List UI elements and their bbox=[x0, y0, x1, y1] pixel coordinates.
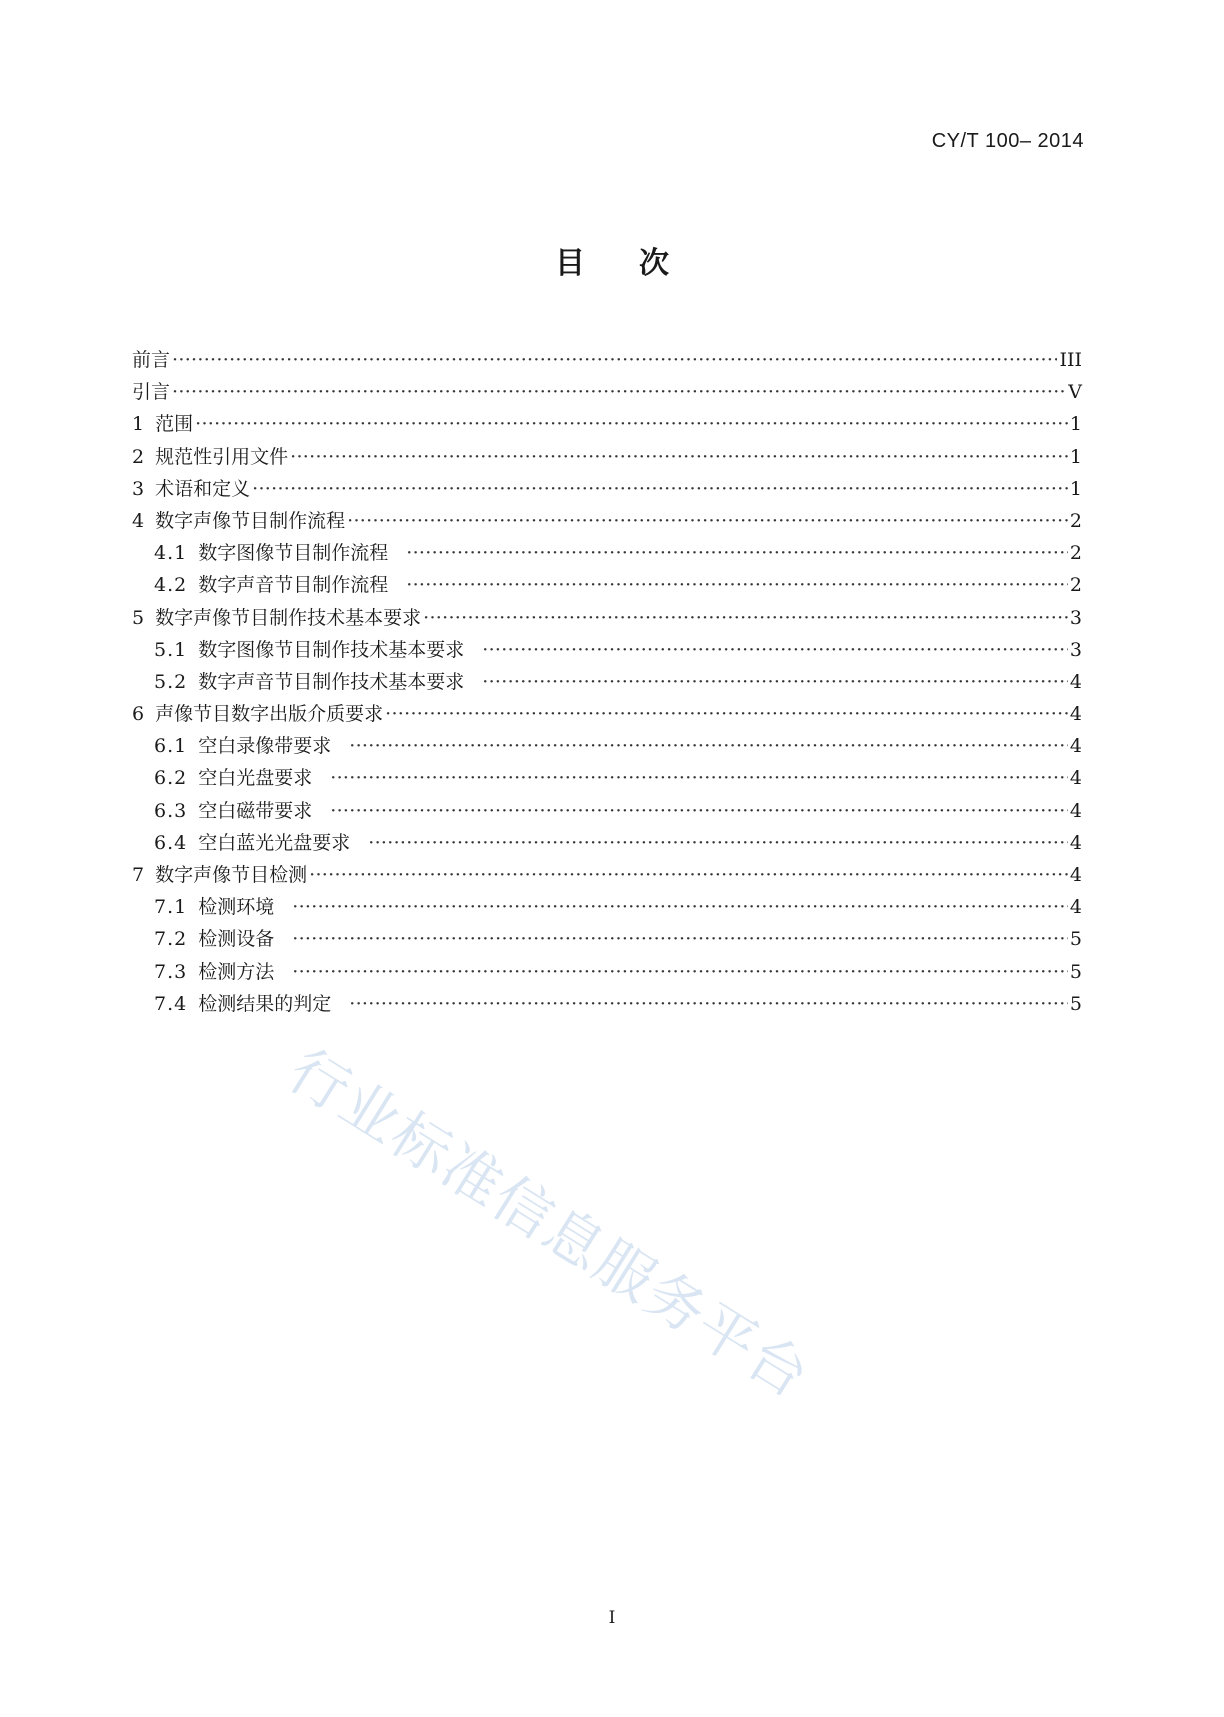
toc-entry-title: 数字图像节目制作技术基本要求 bbox=[198, 638, 465, 661]
toc-entry[interactable] bbox=[132, 442, 1082, 474]
toc-entry[interactable] bbox=[132, 731, 1082, 763]
toc-entry-title: 引言 bbox=[132, 381, 171, 404]
toc-entry-title: 数字声像节目检测 bbox=[155, 864, 308, 886]
toc-entry-title: 数字声音节目制作技术基本要求 bbox=[198, 670, 465, 693]
toc-entry-page: 5 bbox=[1069, 992, 1082, 1015]
toc-entry-number: 7.3 bbox=[154, 960, 188, 983]
toc-leader-dots bbox=[406, 542, 1068, 564]
toc-entry[interactable] bbox=[132, 377, 1082, 409]
toc-entry-number: 5 bbox=[132, 606, 145, 629]
toc-entry-number: 6 bbox=[132, 703, 145, 726]
toc-leader-dots bbox=[349, 735, 1068, 757]
toc-entry[interactable] bbox=[132, 570, 1082, 602]
toc-entry-title: 检测设备 bbox=[198, 928, 275, 951]
toc-entry-number: 2 bbox=[132, 445, 145, 468]
toc-entry-title: 范围 bbox=[155, 413, 194, 436]
toc-entry-number: 7.2 bbox=[154, 928, 188, 951]
toc-entry-page: V bbox=[1068, 381, 1082, 404]
toc-entry[interactable] bbox=[132, 989, 1082, 1021]
toc-leader-dots bbox=[292, 928, 1068, 950]
toc-entry[interactable] bbox=[132, 892, 1082, 924]
toc-entry-page: 4 bbox=[1069, 767, 1082, 790]
watermark: 行业标准信息服务平台 bbox=[277, 1036, 822, 1412]
toc-entry[interactable] bbox=[132, 635, 1082, 667]
toc-entry-number: 5.2 bbox=[154, 670, 188, 693]
toc-entry-title: 检测方法 bbox=[198, 960, 275, 983]
toc-entry-title: 数字声像节目制作流程 bbox=[155, 509, 346, 532]
toc-entry-number: 7.1 bbox=[154, 896, 188, 919]
toc-entry[interactable] bbox=[132, 603, 1082, 635]
toc-leader-dots bbox=[385, 703, 1068, 725]
toc-entry-number: 6.1 bbox=[154, 735, 188, 758]
toc-leader-dots bbox=[347, 510, 1068, 532]
toc-leader-dots bbox=[290, 446, 1068, 468]
toc-entry-title: 术语和定义 bbox=[155, 477, 251, 500]
toc-entry[interactable] bbox=[132, 474, 1082, 506]
table-of-contents bbox=[132, 345, 1082, 1021]
toc-entry-page: 1 bbox=[1069, 477, 1082, 500]
toc-entry-title: 空白磁带要求 bbox=[198, 799, 313, 822]
toc-leader-dots bbox=[406, 574, 1068, 596]
toc-entry-page: 2 bbox=[1069, 574, 1082, 597]
toc-entry-number: 7.4 bbox=[154, 992, 188, 1015]
toc-entry-number: 6.3 bbox=[154, 799, 188, 822]
page-title: 目次 bbox=[555, 246, 723, 281]
toc-leader-dots bbox=[172, 381, 1066, 403]
toc-entry[interactable] bbox=[132, 538, 1082, 570]
toc-entry-number: 6.4 bbox=[154, 831, 188, 854]
toc-leader-dots bbox=[195, 413, 1068, 435]
toc-entry-page: 4 bbox=[1069, 799, 1082, 822]
toc-entry-page: 3 bbox=[1069, 638, 1082, 661]
toc-entry-title: 数字声音节目制作流程 bbox=[198, 574, 389, 597]
toc-entry-title: 空白光盘要求 bbox=[198, 767, 313, 790]
toc-entry-page: 5 bbox=[1069, 928, 1082, 951]
toc-leader-dots bbox=[252, 478, 1068, 500]
toc-entry-title: 数字图像节目制作流程 bbox=[198, 542, 389, 565]
toc-leader-dots bbox=[292, 896, 1068, 918]
toc-entry[interactable] bbox=[132, 409, 1082, 441]
toc-entry[interactable] bbox=[132, 345, 1082, 377]
toc-entry[interactable] bbox=[132, 860, 1082, 892]
toc-entry[interactable] bbox=[132, 828, 1082, 860]
standard-code: CY/T 100– 2014 bbox=[931, 130, 1084, 152]
toc-entry-page: 1 bbox=[1069, 413, 1082, 436]
toc-entry[interactable] bbox=[132, 699, 1082, 731]
toc-leader-dots bbox=[423, 607, 1068, 629]
toc-entry-number: 4.1 bbox=[154, 542, 188, 565]
toc-leader-dots bbox=[292, 961, 1068, 983]
toc-entry-page: 2 bbox=[1069, 509, 1082, 532]
toc-entry-title: 检测环境 bbox=[198, 896, 275, 919]
toc-leader-dots bbox=[482, 671, 1068, 693]
toc-leader-dots bbox=[482, 639, 1068, 661]
toc-entry-number: 3 bbox=[132, 477, 145, 500]
toc-entry-title: 空白录像带要求 bbox=[198, 735, 332, 758]
toc-entry-page: 2 bbox=[1069, 542, 1082, 565]
toc-entry-page: 4 bbox=[1069, 670, 1082, 693]
toc-entry-number: 1 bbox=[132, 413, 145, 436]
toc-entry[interactable] bbox=[132, 796, 1082, 828]
toc-entry-page: 4 bbox=[1069, 864, 1082, 886]
toc-entry[interactable] bbox=[132, 506, 1082, 538]
toc-entry-page: 4 bbox=[1069, 831, 1082, 854]
toc-entry-title: 检测结果的判定 bbox=[198, 992, 332, 1015]
toc-entry-number: 4.2 bbox=[154, 574, 188, 597]
toc-entry-title: 数字声像节目制作技术基本要求 bbox=[155, 606, 422, 629]
toc-entry-title: 声像节目数字出版介质要求 bbox=[155, 703, 384, 726]
toc-entry-number: 4 bbox=[132, 509, 145, 532]
toc-entry-title: 规范性引用文件 bbox=[155, 445, 289, 468]
toc-entry-page: 1 bbox=[1069, 445, 1082, 468]
toc-leader-dots bbox=[330, 800, 1068, 822]
toc-entry-title: 前言 bbox=[132, 349, 171, 371]
toc-entry-page: 5 bbox=[1069, 960, 1082, 983]
toc-entry-page: 3 bbox=[1069, 606, 1082, 629]
toc-entry[interactable] bbox=[132, 763, 1082, 795]
toc-leader-dots bbox=[368, 832, 1068, 854]
toc-entry-page: 4 bbox=[1069, 735, 1082, 758]
toc-leader-dots bbox=[309, 864, 1068, 886]
toc-entry-number: 5.1 bbox=[154, 638, 188, 661]
toc-leader-dots bbox=[349, 993, 1068, 1015]
toc-entry[interactable] bbox=[132, 924, 1082, 956]
toc-leader-dots bbox=[330, 767, 1068, 789]
toc-entry-number: 6.2 bbox=[154, 767, 188, 790]
toc-entry-number: 7 bbox=[132, 864, 145, 886]
toc-entry-title: 空白蓝光光盘要求 bbox=[198, 831, 351, 854]
toc-leader-dots bbox=[172, 349, 1057, 371]
toc-entry-page: III bbox=[1059, 349, 1082, 371]
page-number: I bbox=[608, 1608, 616, 1628]
toc-entry-page: 4 bbox=[1069, 896, 1082, 919]
toc-entry[interactable] bbox=[132, 957, 1082, 989]
toc-entry-page: 4 bbox=[1069, 703, 1082, 726]
toc-entry[interactable] bbox=[132, 667, 1082, 699]
